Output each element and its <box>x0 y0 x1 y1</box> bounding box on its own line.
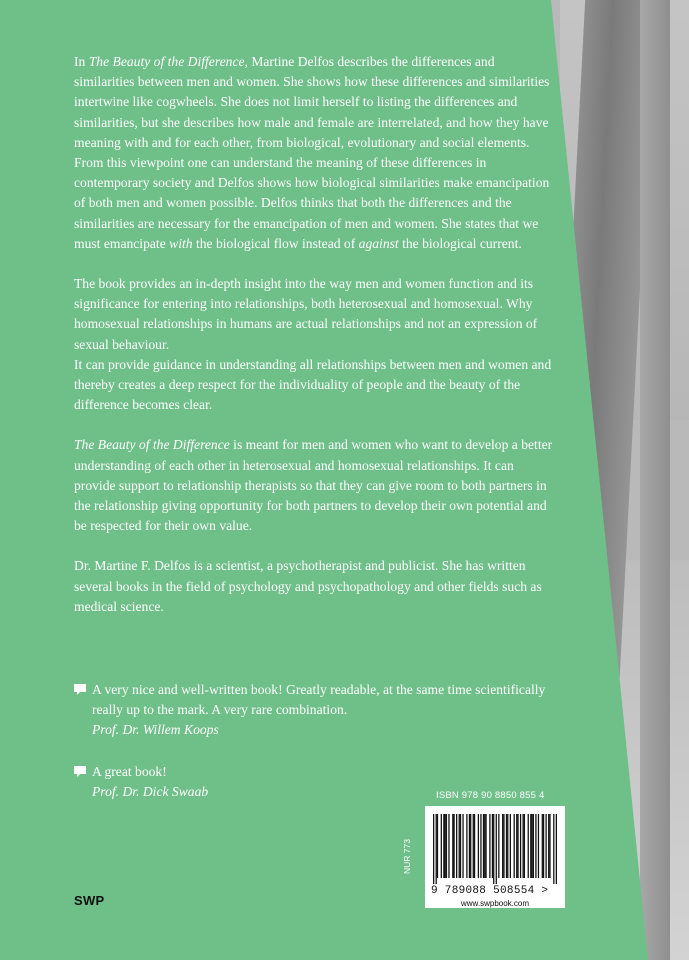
barcode-bar <box>493 814 494 884</box>
barcode-bar <box>530 814 531 878</box>
blurb-text: , Martine Delfos describes the differences and similarities between men and women. She shows how these differences and similarities intertwine like cogwheels. She does not limit herself to listing the differences and similarities, but she describes how male and female are interrelated, and how they have meaning with and for each other, from biological, evolutionary and social elements. From this viewpoint one can understand the meaning of these differences in contemporary society and Delfos shows how biological similarities make emancipation of both men and women possible. Delfos thinks that both the differences and the similarities are necessary for the emancipation of men and women. She states that we must emancipate <box>74 54 550 251</box>
barcode-bar <box>524 814 525 878</box>
barcode-bar <box>522 814 523 878</box>
author-bio: Dr. Martine F. Delfos is a scientist, a psychotherapist and publicist. She has written several books in the field of psychology and psychopathology and other fields such as medical science. <box>74 558 542 614</box>
barcode-bar <box>446 814 447 878</box>
barcode-bar <box>516 814 517 878</box>
publisher-logo: SWP <box>74 893 105 908</box>
speech-bubble-icon <box>74 684 86 696</box>
emphasis-against: against <box>358 235 399 251</box>
barcode-bar <box>437 814 438 878</box>
blurb-text-end: the biological current. <box>398 235 522 251</box>
blurb-paragraph-2: The book provides an in-depth insight into the way men and women function and its significance for entering into relationships, both heterosexual and homosexual. Why homosexual relationships in humans are actual relationships and not an expression of sexual behaviour. <box>74 276 538 352</box>
barcode-digits: 9 789088 508554 > <box>431 885 549 897</box>
barcode-bar <box>460 814 461 878</box>
barcode-bar <box>510 814 511 878</box>
barcode-bar <box>473 814 474 878</box>
review-quote-1 <box>74 680 554 740</box>
barcode-bar <box>514 814 515 878</box>
barcode-bars <box>433 814 557 884</box>
barcode <box>425 806 565 908</box>
barcode-bar <box>545 814 546 878</box>
barcode-bar <box>469 814 470 878</box>
barcode-bar <box>466 814 467 878</box>
barcode-bar <box>492 814 493 878</box>
book-title-2: The Beauty of the Difference <box>74 437 230 453</box>
barcode-bar <box>448 814 449 878</box>
barcode-bar <box>553 814 554 884</box>
barcode-bar <box>520 814 521 878</box>
barcode-bar <box>556 814 557 884</box>
barcode-bar <box>489 814 490 878</box>
barcode-bar <box>507 814 508 878</box>
barcode-bar <box>548 814 549 878</box>
blurb-paragraph-4 <box>74 435 554 536</box>
barcode-bar <box>517 814 518 878</box>
photo-tree-trunk-2 <box>640 0 670 960</box>
barcode-bar <box>538 814 539 878</box>
barcode-bar <box>441 814 442 878</box>
barcode-bar <box>543 814 544 878</box>
barcode-bar <box>456 814 457 878</box>
barcode-bar <box>462 814 463 878</box>
barcode-bar <box>503 814 504 878</box>
barcode-bar <box>445 814 446 878</box>
book-title: The Beauty of the Difference <box>88 54 245 69</box>
publisher-url: www.swpbook.com <box>460 899 530 908</box>
barcode-bar <box>498 814 499 878</box>
barcode-bar <box>443 814 444 878</box>
barcode-bar <box>459 814 460 878</box>
barcode-bar <box>502 814 503 878</box>
back-cover-blurb <box>74 52 554 637</box>
blurb-paragraph-1 <box>74 52 554 254</box>
barcode-bar <box>474 814 475 878</box>
barcode-bar <box>480 814 481 878</box>
quote-text: A great book! <box>92 764 167 779</box>
barcode-bar <box>531 814 532 878</box>
barcode-bar <box>533 814 534 878</box>
barcode-bar <box>528 814 529 878</box>
barcode-bar <box>453 814 454 878</box>
barcode-bar <box>470 814 471 878</box>
barcode-bar <box>484 814 485 878</box>
barcode-bar <box>433 814 434 884</box>
barcode-bar <box>506 814 507 878</box>
barcode-bar <box>478 814 479 878</box>
nur-code: NUR 773 <box>402 839 412 874</box>
barcode-bar <box>549 814 550 878</box>
speech-bubble-icon <box>74 766 86 778</box>
barcode-bar <box>542 814 543 878</box>
barcode-bar <box>496 814 497 884</box>
barcode-bar <box>535 814 536 878</box>
quote-author: Prof. Dr. Dick Swaab <box>92 784 209 799</box>
blurb-lead: In <box>74 54 89 69</box>
barcode-bar <box>436 814 437 884</box>
quote-author: Prof. Dr. Willem Koops <box>92 722 219 737</box>
barcode-bar <box>483 814 484 878</box>
barcode-bar <box>452 814 453 878</box>
quote-text: A very nice and well-written book! Greatly readable, at the same time scientifically really up to the mark. A very rare combination. <box>92 682 546 717</box>
blurb-text-mid: the biological flow instead of <box>192 235 359 251</box>
blurb-text-4: is meant for men and women who want to develop a better understanding of each other in heterosexual and homosexual relationships. It can provide support to relationship therapists so that they can give room to both partners in the relationship giving opportunity for both partners to develop their own potential and be respected for their own value. <box>74 437 553 534</box>
barcode-bar <box>485 814 486 878</box>
isbn-label: ISBN 978 90 8850 855 4 <box>436 790 545 801</box>
blurb-paragraph-3: It can provide guidance in understanding all relationships between men and women and thereby creates a deep respect for the individuality of people and the beauty of the difference becomes clear. <box>74 356 552 413</box>
emphasis-with: with <box>169 235 193 251</box>
